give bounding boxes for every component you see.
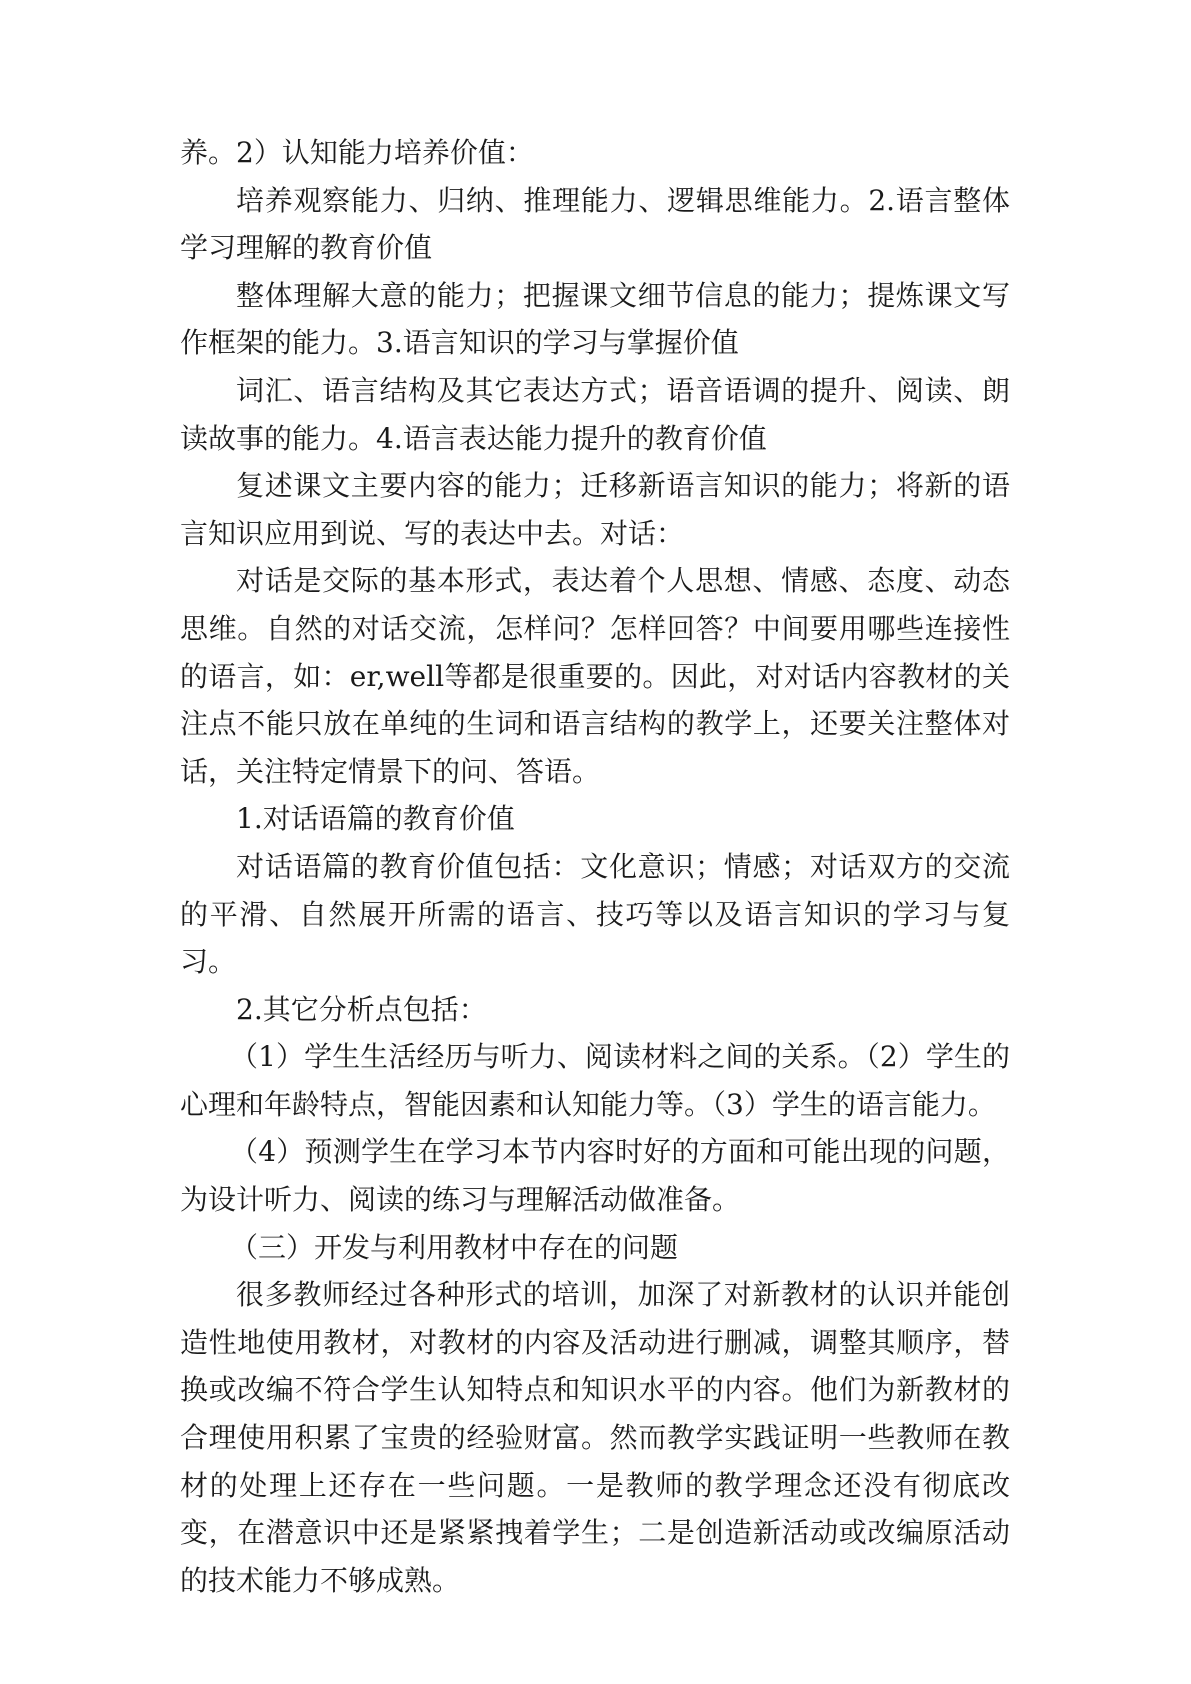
paragraph-5: 复述课文主要内容的能力；迁移新语言知识的能力；将新的语言知识应用到说、写的表达中去。对话： xyxy=(180,469,1010,550)
paragraph-6: 对话是交际的基本形式，表达着个人思想、情感、态度、动态思维。自然的对话交流，怎样问？怎样回答？中间要用哪些连接性的语言，如：er,well等都是很重要的。因此，对对话内容教材的关注点不能只放在单纯的生词和语言结构的教学上，还要关注整体对话，关注特定情景下的问、答语。 xyxy=(180,564,1010,788)
document-body xyxy=(180,129,1010,1604)
paragraph-13: 很多教师经过各种形式的培训，加深了对新教材的认识并能创造性地使用教材，对教材的内容及活动进行删减，调整其顺序，替换或改编不符合学生认知特点和知识水平的内容。他们为新教材的合理使用积累了宝贵的经验财富。然而教学实践证明一些教师在教材的处理上还存在一些问题。一是教师的教学理念还没有彻底改变，在潜意识中还是紧紧拽着学生；二是创造新活动或改编原活动的技术能力不够成熟。 xyxy=(180,1278,1010,1597)
paragraph-9: 2.其它分析点包括： xyxy=(236,992,487,1026)
paragraph-3: 整体理解大意的能力；把握课文细节信息的能力；提炼课文写作框架的能力。3.语言知识的学习与掌握价值 xyxy=(180,278,1010,360)
paragraph-1: 养。2）认知能力培养价值： xyxy=(180,136,534,169)
paragraph-4: 词汇、语言结构及其它表达方式；语音语调的提升、阅读、朗读故事的能力。4.语言表达能力提升的教育价值 xyxy=(180,373,1010,455)
paragraph-10: （1）学生生活经历与听力、阅读材料之间的关系。（2）学生的心理和年龄特点，智能因素和认知能力等。（3）学生的语言能力。 xyxy=(180,1040,1010,1121)
paragraph-11: （4）预测学生在学习本节内容时好的方面和可能出现的问题，为设计听力、阅读的练习与理解活动做准备。 xyxy=(180,1135,1010,1217)
paragraph-8: 对话语篇的教育价值包括：文化意识；情感；对话双方的交流的平滑、自然展开所需的语言、技巧等以及语言知识的学习与复习。 xyxy=(180,849,1010,979)
paragraph-2: 培养观察能力、归纳、推理能力、逻辑思维能力。2.语言整体学习理解的教育价值 xyxy=(180,183,1010,265)
section-heading: （三）开发与利用教材中存在的问题 xyxy=(230,1230,679,1264)
paragraph-7: 1.对话语篇的教育价值 xyxy=(236,802,515,836)
